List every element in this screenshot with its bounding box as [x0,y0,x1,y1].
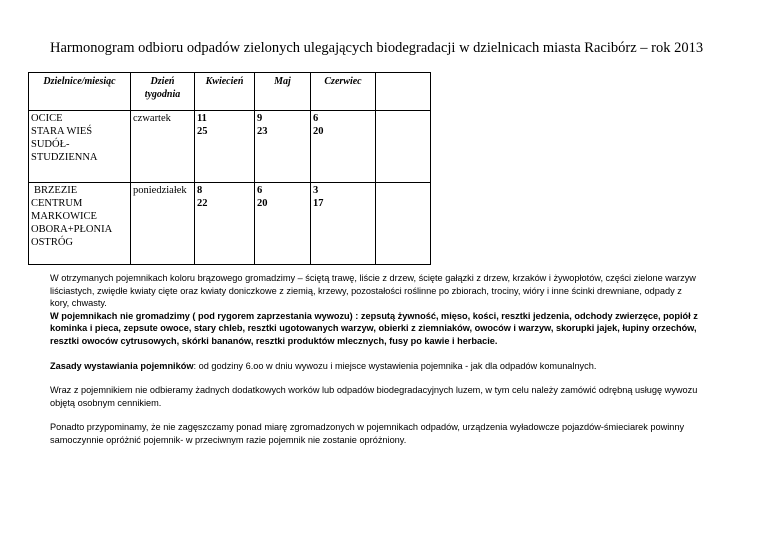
june-cell [311,183,376,265]
date-value: 3 [313,185,319,196]
header-april: Kwiecień [195,73,255,111]
allowed-waste-text: W otrzymanych pojemnikach koloru brązowego gromadzimy – ściętą trawę, liście z drzew, ścięte gałązki z drzew, krzaków i żywopłotów, części zielone warzyw liściastych, zwiędłe kwiaty cięte oraz kwiaty doniczkowe z ziemią, krzewy, pozostałości roślinne po zbiorach, trociny, wióry i inne ścinki drewniane, odpady z kory, chwasty. [50,273,696,309]
district-name: CENTRUM [31,198,83,209]
district-name: SUDÓŁ-STUDZIENNA [31,139,98,163]
district-name: OCICE [31,113,63,124]
district-name: BRZEZIE [34,185,78,196]
date-value: 25 [197,126,208,137]
placement-rules-text: : od godziny 6.oo w dniu wywozu i miejsce wystawienia pojemnika - jak dla odpadów komunalnych. [193,360,597,371]
notes-paragraph: Ponadto przypominamy, że nie zagęszczamy ponad miarę zgromadzonych w pojemnikach odpadów, urządzenia wyładowcze pojazdów-śmieciarek powinny samoczynnie opróżnić pojemnik- w przeciwnym razie pojemnik nie zostanie opróżniony. [50,422,685,445]
district-name: OSTRÓG [31,237,74,248]
districts-cell [29,111,131,183]
day-cell: poniedziałek [131,183,195,265]
placement-rules-label: Zasady wystawiania pojemników [50,360,194,371]
empty-cell [376,111,431,183]
date-value: 9 [257,113,263,124]
notes-paragraph [50,272,700,348]
may-cell [255,111,311,183]
header-empty [376,73,431,111]
forbidden-waste-text: W pojemnikach nie gromadzimy ( pod rygorem zaprzestania wywozu) : zepsutą żywność, mięso, kości, resztki jedzenia, odchody zwierzęce, popiół z kominka i pieca, zepsute owoce, stary chleb, resztki ugotowanych warzyw, obierki z ziemniaków, owoców i warzyw, skorupki jajek, łupiny orzechów, resztki owoców cytrusowych, skórki bananów, resztki produktów mlecznych, fusy po kawie i herbacie. [50,310,698,346]
header-districts: Dzielnice/miesiąc [29,73,131,111]
header-june: Czerwiec [311,73,376,111]
day-cell: czwartek [131,111,195,183]
table-row [29,183,431,265]
june-cell [311,111,376,183]
table-header-row [29,73,431,111]
notes-section [50,272,700,459]
districts-cell [29,183,131,265]
page-title: Harmonogram odbioru odpadów zielonych ulegających biodegradacji w dzielnicach miasta Racibórz – rok 2013 [50,40,704,56]
date-value: 22 [197,198,208,209]
schedule-table [28,72,431,265]
date-value: 20 [313,126,324,137]
april-cell [195,111,255,183]
header-day: Dzień tygodnia [131,73,195,111]
april-cell [195,183,255,265]
empty-cell [376,183,431,265]
table-row [29,111,431,183]
district-name: MARKOWICE [31,211,97,222]
notes-paragraph: Wraz z pojemnikiem nie odbieramy żadnych dodatkowych worków lub odpadów biodegradacyjnych luzem, w tym celu należy zamówić odrębną usługę wywozu objętą osobnym cennikiem. [50,385,698,408]
header-may: Maj [255,73,311,111]
date-value: 6 [257,185,263,196]
district-name: STARA WIEŚ [31,126,93,137]
district-name: OBORA+PŁONIA [31,224,113,235]
date-value: 11 [197,113,207,124]
date-value: 20 [257,198,268,209]
date-value: 6 [313,113,319,124]
date-value: 17 [313,198,324,209]
may-cell [255,183,311,265]
notes-paragraph [50,360,700,373]
date-value: 8 [197,185,203,196]
date-value: 23 [257,126,268,137]
